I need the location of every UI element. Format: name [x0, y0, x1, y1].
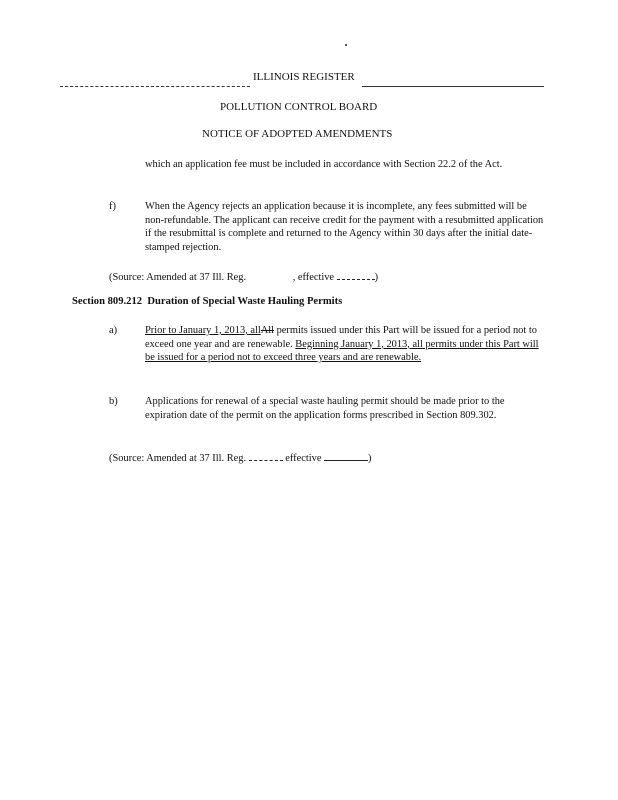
continuation-paragraph: which an application fee must be included in accordance with Section 22.2 of the Act.	[145, 159, 503, 170]
source-1-prefix: (Source: Amended at 37 Ill. Reg.	[109, 272, 247, 283]
source-1-volume-blank	[249, 270, 293, 280]
item-f-label: f)	[109, 201, 116, 212]
notice-title: NOTICE OF ADOPTED AMENDMENTS	[202, 128, 393, 140]
source-2-prefix: (Source: Amended at 37 Ill. Reg.	[109, 453, 247, 464]
source-1-middle: , effective	[292, 272, 335, 283]
source-note-2	[109, 450, 372, 466]
item-b-label: b)	[109, 396, 118, 407]
item-a-inserted-2: Beginning January 1, 2013, all permits under this Part will be issued for a period not to exceed three years and are renewable.	[145, 338, 539, 364]
source-2-volume-blank	[249, 450, 283, 461]
item-a-inserted-1: Prior to January 1, 2013, all	[145, 325, 261, 336]
item-a-body: permits issued under this Part will be issued for a period not to exceed one year and are renewable.	[145, 325, 537, 350]
source-1-date-blank	[337, 269, 375, 280]
board-title: POLLUTION CONTROL BOARD	[220, 101, 378, 113]
section-title: Duration of Special Waste Hauling Permits	[147, 296, 343, 307]
item-f-text: When the Agency rejects an application because it is incomplete, any fees submitted will be non-refundable. The applicant can receive credit for the payment with a resubmitted application if the resubmittal is complete and returned to the Agency within 30 days after the initial date-stamped rejection.	[145, 201, 544, 253]
header-rule-right	[362, 86, 544, 87]
item-a-deleted-1: All	[260, 325, 275, 336]
item-a-label: a)	[109, 325, 118, 336]
source-2-suffix: )	[368, 453, 372, 464]
source-note-1	[109, 269, 378, 285]
item-a-text	[145, 324, 545, 365]
source-2-middle: effective	[282, 453, 322, 464]
source-1-suffix: )	[374, 272, 379, 283]
section-heading	[72, 295, 342, 309]
header-rule-left	[60, 86, 250, 87]
section-number: Section 809.212	[72, 296, 143, 307]
source-2-date-blank	[324, 450, 368, 461]
register-title: ILLINOIS REGISTER	[253, 71, 355, 83]
item-b-text: Applications for renewal of a special waste hauling permit should be made prior to the expiration date of the permit on the application forms prescribed in Section 809.302.	[145, 396, 505, 421]
scan-speck	[345, 44, 347, 46]
